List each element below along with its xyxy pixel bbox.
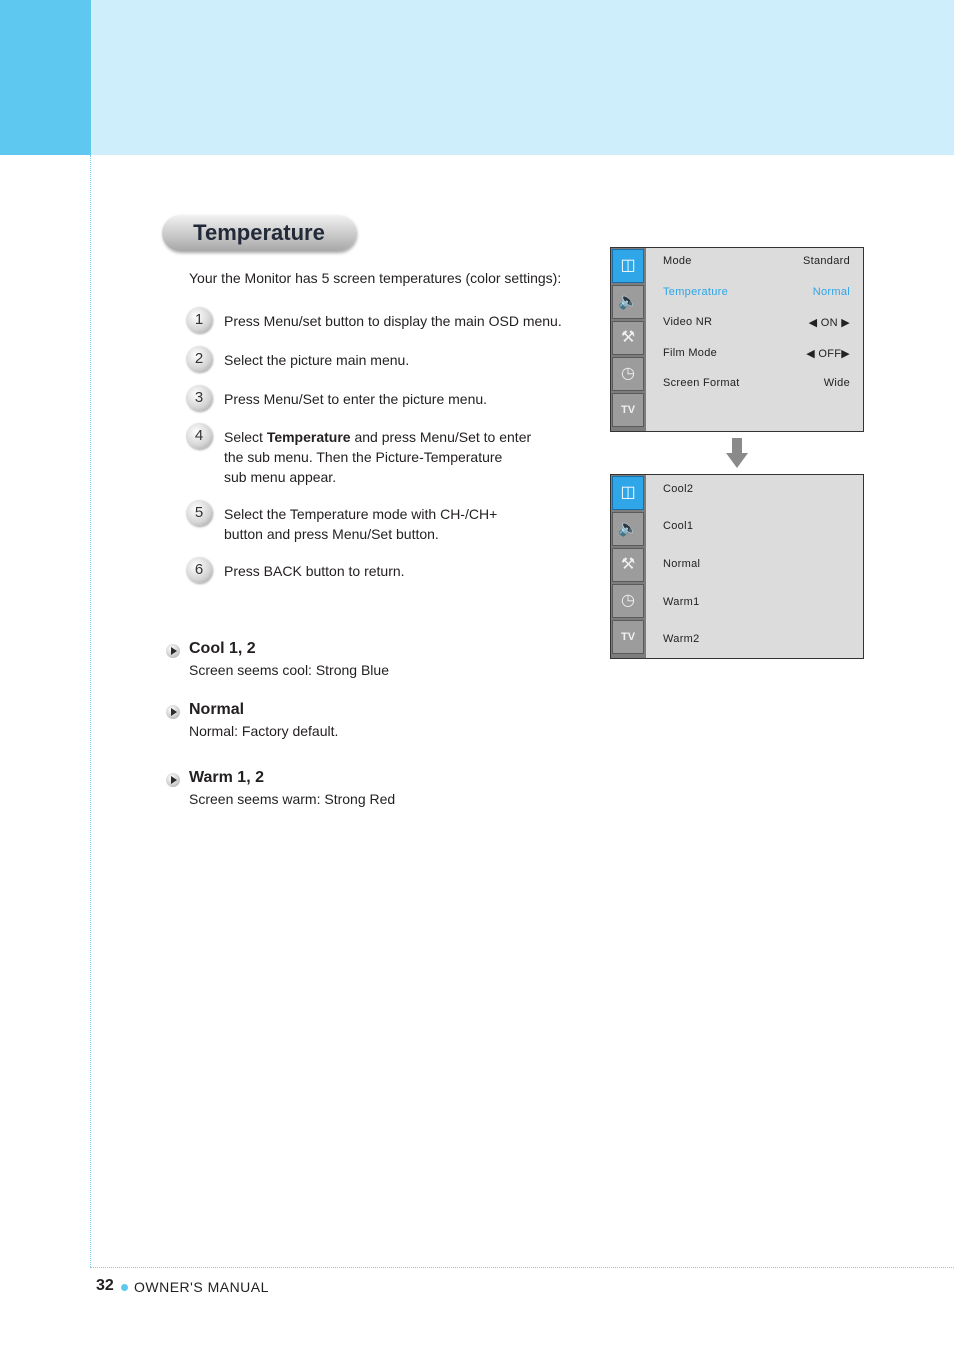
definition-heading: Cool 1, 2 [189,640,256,657]
play-bullet-icon [166,644,180,658]
osd-submenu-item[interactable]: Cool1 [663,520,694,532]
step-number-badge: 6 [186,557,212,583]
step-text-line: button and press Menu/Set button. [224,526,439,542]
osd-submenu-item[interactable]: Warm2 [663,633,700,645]
footer-label: OWNER'S MANUAL [134,1279,269,1295]
definition-desc: Screen seems cool: Strong Blue [189,662,389,678]
picture-icon[interactable]: ◫ [612,249,644,283]
step-text [224,504,564,544]
step-text: Press BACK button to return. [224,563,405,579]
page-number: 32 [96,1277,114,1294]
setup-icon[interactable]: ⚒ [612,548,644,582]
osd-submenu-item[interactable]: Warm1 [663,596,700,608]
definition-heading: Normal [189,701,245,718]
step-number-badge: 2 [186,346,212,372]
osd-submenu-item[interactable]: Normal [663,558,701,570]
osd-row-value: Standard [802,255,850,267]
arrow-down-icon [726,438,748,468]
timer-icon[interactable]: ◷ [612,584,644,618]
step-text-bold: Temperature [266,429,351,445]
picture-icon[interactable]: ◫ [612,476,644,510]
footer-bullet-icon [121,1284,128,1291]
tv-icon[interactable]: TV [612,620,644,654]
osd-submenu-item[interactable]: Cool2 [663,483,694,495]
osd-icon-sidebar [611,248,646,431]
step-text-part: Select [224,429,267,445]
osd-row-value: Wide [823,377,850,389]
timer-icon[interactable]: ◷ [612,357,644,391]
section-title-pill [162,215,356,251]
definition-desc: Screen seems warm: Strong Red [189,791,396,807]
footer-dotted-line [90,1267,954,1268]
step-text-line: sub menu appear. [224,469,337,485]
definition-heading: Warm 1, 2 [189,769,264,786]
tv-icon[interactable]: TV [612,393,644,427]
step-number-badge: 3 [186,385,212,411]
step-text-part: and press Menu/Set to enter [350,429,532,445]
header-accent-block [0,0,91,155]
page-title: Temperature [193,220,325,245]
setup-icon[interactable]: ⚒ [612,321,644,355]
header-band [91,0,954,155]
step-text: Select the picture main menu. [224,352,410,368]
intro-text: Your the Monitor has 5 screen temperatures (color settings): [189,270,562,286]
step-text [224,427,564,487]
osd-row-value: ◀ OFF▶ [806,348,850,360]
play-bullet-icon [166,773,180,787]
step-text-line: Select the Temperature mode with CH-/CH+ [224,506,498,522]
osd-temperature-submenu [610,474,864,659]
sound-icon[interactable]: 🔈 [612,285,644,319]
osd-row-value: Normal [812,286,850,298]
step-number-badge: 1 [186,307,212,333]
osd-row-value: ◀ ON ▶ [808,317,850,329]
step-number-badge: 4 [186,423,212,449]
definition-desc: Normal: Factory default. [189,723,339,739]
step-text-line: the sub menu. Then the Picture-Temperature [224,449,503,465]
osd-row-label[interactable]: Temperature [663,286,729,298]
step-text: Press Menu/set button to display the main OSD menu. [224,313,562,329]
osd-row-label[interactable]: Video NR [663,316,713,328]
osd-row-label[interactable]: Mode [663,255,692,267]
play-bullet-icon [166,705,180,719]
osd-row-label[interactable]: Screen Format [663,377,740,389]
margin-dotted-line [90,155,91,1267]
osd-row-label[interactable]: Film Mode [663,347,718,359]
sound-icon[interactable]: 🔈 [612,512,644,546]
step-text: Press Menu/Set to enter the picture menu. [224,391,488,407]
osd-icon-sidebar [611,475,646,658]
osd-main-menu [610,247,864,432]
step-number-badge: 5 [186,500,212,526]
